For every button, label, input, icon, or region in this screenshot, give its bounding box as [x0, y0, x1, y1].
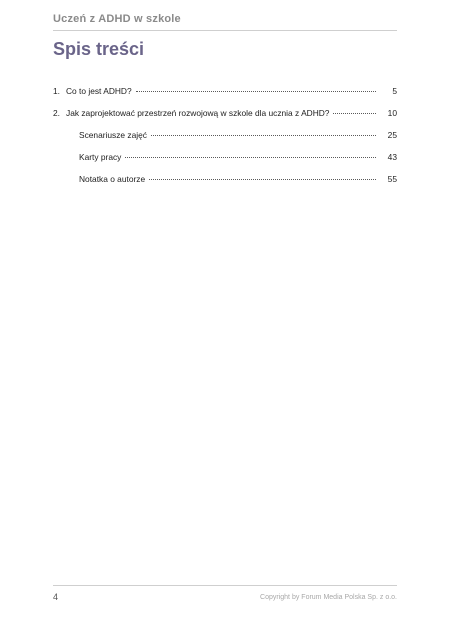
toc-entry-about-author	[53, 174, 397, 196]
toc-entry-label: Notatka o autorze	[79, 174, 146, 184]
toc-leader-dots	[149, 179, 376, 180]
running-title: Uczeń z ADHD w szkole	[53, 13, 181, 25]
toc-leader-dots	[151, 135, 376, 136]
page-number: 4	[53, 592, 59, 602]
toc-entry-page: 55	[387, 174, 397, 184]
toc-entry-page: 10	[387, 108, 397, 118]
toc-entry-lesson-scenarios	[53, 130, 397, 152]
toc-entry-page: 25	[387, 130, 397, 140]
toc-entry-label: Jak zaprojektować przestrzeń rozwojową w szkole dla ucznia z ADHD?	[66, 108, 330, 118]
copyright-notice: Copyright by Forum Media Polska Sp. z o.o.	[260, 594, 397, 601]
header-divider	[53, 30, 397, 31]
toc-leader-dots	[136, 91, 376, 92]
toc-leader-dots	[333, 113, 376, 114]
toc-entry-number: 1.	[53, 86, 60, 96]
toc-entry-page: 43	[387, 152, 397, 162]
toc-entry-design-space	[53, 108, 397, 130]
toc-entry-label: Scenariusze zajęć	[79, 130, 147, 140]
toc-entry-worksheets	[53, 152, 397, 174]
toc-entry-number: 2.	[53, 108, 60, 118]
toc-entry-page: 5	[392, 86, 397, 96]
footer-divider	[53, 585, 397, 586]
toc-entry-label: Karty pracy	[79, 152, 122, 162]
toc-entry-label: Co to jest ADHD?	[66, 86, 132, 96]
toc-entry-what-is-adhd	[53, 86, 397, 108]
toc-leader-dots	[125, 157, 376, 158]
toc-title: Spis treści	[53, 39, 145, 59]
table-of-contents	[53, 86, 397, 196]
